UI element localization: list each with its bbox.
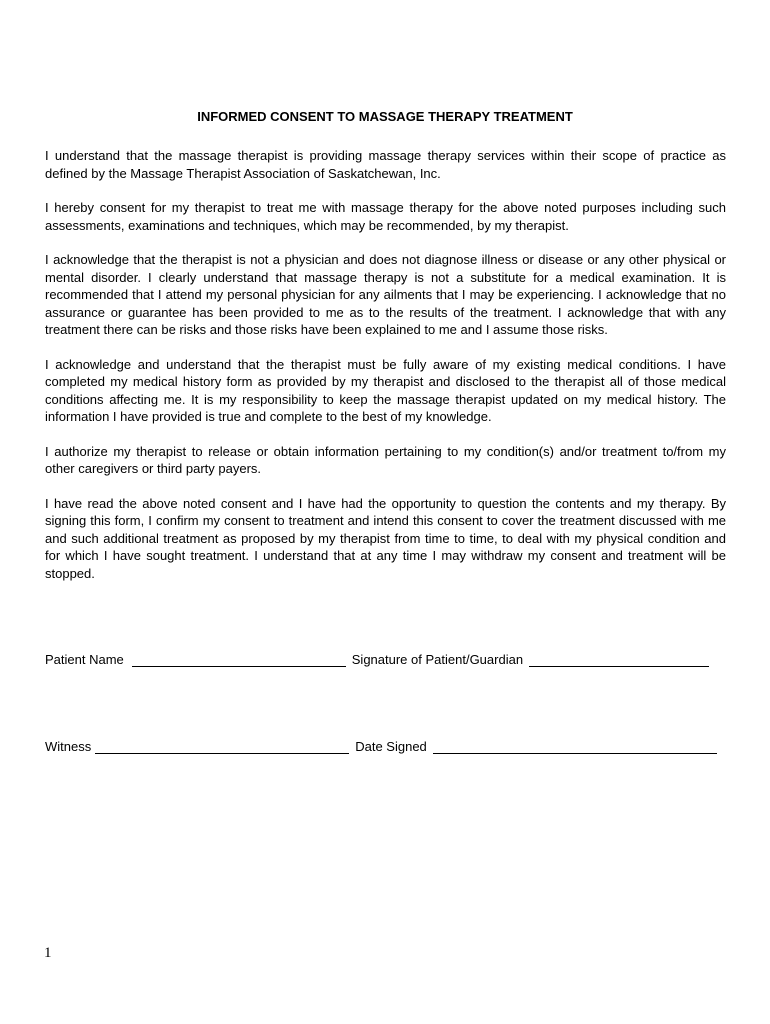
paragraph-read-and-confirm: I have read the above noted consent and I have had the opportunity to question the contents and my therapy. By signing this form, I confirm my consent to treatment and intend this consent to cover the treatment discussed with me and such additional treatment as proposed by my therapist from time to time, to deal with my physical condition and for which I have sought treatment. I understand that at any time I may withdraw my consent and treatment will be stopped. — [45, 495, 726, 581]
signature-row-witness — [45, 739, 726, 754]
date-signed-label: Date Signed — [355, 739, 427, 754]
paragraph-medical-conditions: I acknowledge and understand that the therapist must be fully aware of my existing medical conditions. I have completed my medical history form as provided by my therapist and disclosed to the therapist all of those medical conditions affecting me. It is my responsibility to keep the massage therapist updated on my medical history. The information I have provided is true and complete to the best of my knowledge. — [45, 356, 726, 424]
patient-name-label: Patient Name — [45, 652, 124, 667]
paragraph-not-a-physician: I acknowledge that the therapist is not a physician and does not diagnose illness or disease or any other physical or mental disorder. I clearly understand that massage therapy is not a substitute for a medical examination. It is recommended that I attend my personal physician for any ailments that I may be experiencing. I acknowledge that no assurance or guarantee has been provided to me as to the results of the treatment. I acknowledge that with any treatment there can be risks and those risks have been explained to me and I assume those risks. — [45, 252, 726, 337]
witness-line[interactable] — [95, 740, 349, 754]
date-signed-line[interactable] — [433, 740, 717, 754]
page-number: 1 — [44, 945, 52, 961]
signature-label: Signature of Patient/Guardian — [351, 652, 524, 667]
signature-row-patient — [45, 652, 726, 667]
document-title: INFORMED CONSENT TO MASSAGE THERAPY TREATMENT — [197, 109, 573, 124]
witness-label: Witness — [45, 739, 92, 754]
consent-body — [45, 147, 726, 599]
paragraph-release-information: I authorize my therapist to release or obtain information pertaining to my condition(s) and/or treatment to/from my other caregivers or third party payers. — [45, 443, 726, 476]
patient-name-line[interactable] — [132, 653, 346, 667]
paragraph-scope-of-practice: I understand that the massage therapist is providing massage therapy services within their scope of practice as defined by the Massage Therapist Association of Saskatchewan, Inc. — [45, 148, 726, 181]
signature-line[interactable] — [529, 653, 709, 667]
paragraph-consent-to-treat: I hereby consent for my therapist to treat me with massage therapy for the above noted purposes including such assessments, examinations and techniques, which may be recommended, by my therapist. — [45, 200, 726, 233]
